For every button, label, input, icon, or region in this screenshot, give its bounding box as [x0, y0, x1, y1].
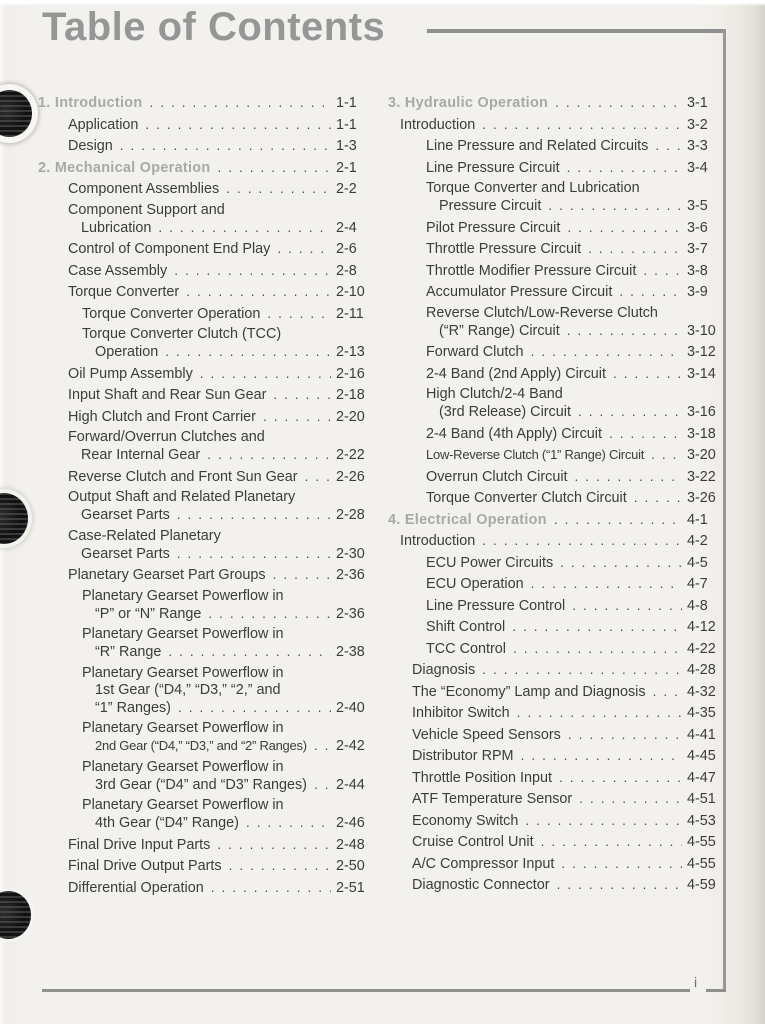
- toc-entry: [38, 588, 376, 623]
- toc-entry: [38, 262, 376, 280]
- toc-entry-label: Component Assemblies: [68, 181, 220, 197]
- toc-entry-label: Overrun Clutch Circuit: [426, 468, 568, 485]
- toc-entry-label: ATF Temperature Sensor: [412, 791, 573, 807]
- toc-entry: [38, 528, 376, 563]
- toc-entry-label: Final Drive Input Parts: [68, 836, 211, 853]
- toc-entry-page: 4-32: [687, 683, 716, 700]
- toc-entry: [38, 365, 376, 383]
- toc-entry-page: 4-51: [687, 791, 716, 807]
- toc-entry-page: 3-14: [687, 365, 716, 382]
- dot-leader: [531, 575, 682, 593]
- toc-columns: [38, 94, 727, 900]
- dot-leader: [634, 489, 682, 507]
- toc-entry-label: 3rd Gear (“D4” and “D3” Ranges): [95, 776, 307, 793]
- toc-entry-page: 4-47: [687, 769, 716, 786]
- toc-entry: [386, 283, 727, 301]
- toc-entry-page: 2-13: [336, 344, 365, 360]
- toc-entry: [386, 159, 727, 177]
- toc-entry-page: 2-8: [336, 262, 357, 279]
- toc-entry-page: 4-28: [687, 662, 716, 678]
- dot-leader: [165, 343, 331, 361]
- toc-entry-page: 3-9: [687, 284, 708, 300]
- toc-entry-page: 2-22: [336, 447, 365, 463]
- toc-entry: [38, 137, 376, 155]
- bottom-rule-corner: [706, 989, 726, 992]
- toc-entry: [386, 769, 727, 787]
- dot-leader: [120, 137, 331, 155]
- toc-entry-page: 2-11: [336, 305, 364, 322]
- dot-leader: [557, 876, 682, 894]
- dot-leader: [314, 776, 331, 794]
- dot-leader: [560, 554, 682, 572]
- binder-hole-bottom: [0, 891, 31, 939]
- toc-entry: [386, 219, 727, 237]
- toc-entry-label: Torque Converter Clutch Circuit: [426, 490, 627, 506]
- dot-leader: [246, 814, 331, 832]
- toc-entry-page: 2-4: [336, 219, 357, 236]
- toc-entry-label: Torque Converter: [68, 284, 180, 300]
- toc-entry-label: Forward Clutch: [426, 344, 524, 360]
- toc-entry: [386, 640, 727, 658]
- toc-entry-page: 2-36: [336, 605, 365, 622]
- toc-entry: [38, 566, 376, 584]
- toc-entry-page: 2-2: [336, 181, 357, 197]
- toc-entry: [386, 747, 727, 765]
- toc-entry-label: Planetary Gearset Powerflow in: [82, 720, 284, 736]
- toc-entry-label: Accumulator Pressure Circuit: [426, 284, 613, 300]
- toc-entry: [386, 116, 727, 134]
- toc-entry-label: 1st Gear (“D4,” “D3,” “2,” and: [95, 681, 281, 698]
- toc-entry-page: 3-6: [687, 219, 708, 236]
- toc-entry-page: 4-7: [687, 576, 708, 592]
- toc-entry-label: High Clutch and Front Carrier: [68, 408, 256, 425]
- dot-leader: [211, 879, 331, 897]
- toc-entry-label: Torque Converter Clutch (TCC): [82, 326, 282, 342]
- toc-entry-page: 4-35: [687, 705, 716, 721]
- toc-entry-label: Low-Reverse Clutch (“1” Range) Circuit: [426, 447, 645, 462]
- dot-leader: [174, 262, 331, 280]
- toc-entry: [38, 305, 376, 323]
- toc-entry-page: 3-5: [687, 198, 708, 214]
- dot-leader: [651, 446, 682, 464]
- toc-entry-label: The “Economy” Lamp and Diagnosis: [412, 683, 646, 700]
- toc-entry-page: 3-16: [687, 404, 716, 420]
- toc-entry: [386, 790, 727, 808]
- dot-leader: [559, 769, 682, 787]
- toc-section-heading: [38, 159, 376, 177]
- toc-entry: [386, 137, 727, 155]
- toc-entry-label: Diagnostic Connector: [412, 877, 550, 893]
- dot-leader: [575, 468, 682, 486]
- dot-leader: [579, 790, 682, 808]
- toc-entry: [386, 386, 727, 421]
- dot-leader: [314, 737, 331, 755]
- dot-leader: [555, 94, 682, 112]
- toc-entry-label: 1. Introduction: [38, 95, 143, 111]
- toc-entry-page: 4-55: [687, 834, 716, 850]
- dot-leader: [277, 240, 331, 258]
- toc-entry: [38, 429, 376, 464]
- toc-entry-label: 2. Mechanical Operation: [38, 159, 211, 176]
- binder-hole-top: [0, 90, 32, 137]
- toc-entry-page: 2-16: [336, 365, 365, 382]
- toc-entry-page: 3-4: [687, 159, 708, 176]
- toc-entry-label: Pressure Circuit: [439, 198, 542, 214]
- dot-leader: [217, 836, 331, 854]
- toc-entry-label: (“R” Range) Circuit: [439, 322, 560, 339]
- toc-entry-label: Throttle Modifier Pressure Circuit: [426, 262, 637, 279]
- dot-leader: [273, 566, 331, 584]
- binder-hole-middle: [0, 493, 28, 544]
- toc-entry-page: 2-38: [336, 644, 365, 660]
- toc-entry-label: Planetary Gearset Powerflow in: [82, 797, 284, 813]
- toc-entry-label: Cruise Control Unit: [412, 834, 534, 850]
- toc-entry-page: 3-2: [687, 116, 708, 133]
- toc-entry-label: Pilot Pressure Circuit: [426, 219, 561, 236]
- toc-entry: [386, 812, 727, 830]
- toc-entry-label: Control of Component End Play: [68, 241, 271, 257]
- toc-entry: [38, 283, 376, 301]
- dot-leader: [588, 240, 682, 258]
- toc-entry: [38, 857, 376, 875]
- toc-entry-label: Shift Control: [426, 619, 506, 635]
- toc-entry-page: 4-2: [687, 533, 708, 549]
- dot-leader: [177, 545, 331, 563]
- toc-entry-label: Reverse Clutch/Low-Reverse Clutch: [426, 304, 658, 321]
- toc-entry: [386, 597, 727, 615]
- toc-entry: [386, 343, 727, 361]
- toc-entry-page: 2-28: [336, 507, 365, 523]
- dot-leader: [226, 180, 331, 198]
- toc-entry: [386, 262, 727, 280]
- toc-entry: [386, 833, 727, 851]
- toc-entry: [386, 425, 727, 443]
- toc-entry: [386, 180, 727, 215]
- toc-entry-label: Distributor RPM: [412, 748, 514, 764]
- dot-leader: [512, 618, 682, 636]
- dot-leader: [619, 283, 682, 301]
- dot-leader: [207, 446, 331, 464]
- dot-leader: [177, 506, 331, 524]
- toc-entry-page: 3-18: [687, 425, 716, 442]
- toc-entry-label: Throttle Pressure Circuit: [426, 241, 582, 257]
- toc-entry-page: 3-26: [687, 490, 716, 506]
- toc-entry-label: Differential Operation: [68, 879, 204, 896]
- dot-leader: [548, 197, 682, 215]
- dot-leader: [578, 403, 682, 421]
- toc-entry-page: 1-3: [336, 138, 357, 154]
- dot-leader: [267, 305, 331, 323]
- toc-entry-page: 2-46: [336, 815, 365, 831]
- toc-entry-label: 4th Gear (“D4” Range): [95, 815, 239, 831]
- page-title: Table of Contents: [42, 5, 386, 49]
- toc-entry-label: Line Pressure Control: [426, 597, 566, 614]
- toc-entry-label: “1” Ranges): [95, 699, 171, 716]
- bottom-rule: [42, 989, 690, 992]
- toc-entry-page: 2-42: [336, 738, 365, 754]
- toc-entry-label: “R” Range: [95, 644, 162, 660]
- toc-entry-label: Case-Related Planetary: [68, 527, 221, 544]
- toc-entry-label: Gearset Parts: [81, 507, 170, 523]
- toc-entry-label: Throttle Position Input: [412, 769, 552, 786]
- toc-entry-label: 4. Electrical Operation: [388, 511, 547, 528]
- dot-leader: [145, 116, 331, 134]
- toc-entry-label: Line Pressure and Related Circuits: [426, 138, 649, 154]
- toc-entry: [386, 704, 727, 722]
- dot-leader: [517, 704, 682, 722]
- toc-entry-label: Economy Switch: [412, 812, 519, 829]
- toc-entry-label: Forward/Overrun Clutches and: [68, 429, 265, 445]
- toc-entry-label: Component Support and: [68, 201, 225, 218]
- toc-entry: [38, 489, 376, 524]
- toc-entry: [386, 305, 727, 340]
- dot-leader: [525, 812, 682, 830]
- toc-entry: [38, 797, 376, 832]
- toc-entry-label: Operation: [95, 344, 159, 360]
- toc-entry-label: ECU Operation: [426, 576, 524, 592]
- toc-entry-page: 2-20: [336, 408, 365, 425]
- toc-entry-page: 4-5: [687, 554, 708, 571]
- toc-entry-label: Oil Pump Assembly: [68, 365, 193, 382]
- toc-entry-label: TCC Control: [426, 640, 506, 657]
- toc-column-right: [386, 94, 727, 900]
- toc-entry-page: 2-50: [336, 858, 365, 874]
- dot-leader: [158, 219, 331, 237]
- dot-leader: [561, 855, 682, 873]
- toc-entry-page: 3-8: [687, 262, 708, 279]
- toc-entry: [386, 683, 727, 701]
- toc-entry-page: 4-41: [687, 726, 716, 743]
- toc-entry-label: 2-4 Band (2nd Apply) Circuit: [426, 365, 606, 382]
- dot-leader: [567, 219, 682, 237]
- dot-leader: [567, 159, 682, 177]
- toc-entry-label: Design: [68, 138, 113, 154]
- toc-entry-label: Vehicle Speed Sensors: [412, 726, 561, 743]
- toc-entry-label: 2nd Gear (“D4,” “D3,” and “2” Ranges): [95, 738, 307, 753]
- dot-leader: [482, 116, 682, 134]
- toc-entry-page: 3-10: [687, 322, 716, 339]
- toc-entry-page: 2-48: [336, 836, 365, 853]
- dot-leader: [572, 597, 682, 615]
- toc-entry-label: Torque Converter and Lubrication: [426, 180, 640, 196]
- toc-section-heading: [386, 511, 727, 529]
- toc-entry-page: 3-22: [687, 468, 716, 485]
- toc-entry-page: 2-1: [336, 159, 357, 176]
- dot-leader: [263, 408, 331, 426]
- toc-entry: [38, 879, 376, 897]
- toc-entry-label: High Clutch/2-4 Band: [426, 386, 563, 402]
- toc-entry: [38, 720, 376, 755]
- dot-leader: [482, 532, 682, 550]
- toc-entry: [38, 240, 376, 258]
- toc-section-heading: [38, 94, 376, 112]
- toc-entry-page: 3-20: [687, 447, 716, 463]
- toc-entry-label: Line Pressure Circuit: [426, 159, 560, 176]
- toc-entry-label: Planetary Gearset Powerflow in: [82, 664, 284, 681]
- toc-entry-label: Gearset Parts: [81, 545, 170, 562]
- toc-entry-page: 3-12: [687, 344, 716, 360]
- dot-leader: [568, 726, 682, 744]
- toc-entry-page: 2-10: [336, 284, 365, 300]
- toc-entry-label: 3. Hydraulic Operation: [388, 95, 549, 111]
- toc-entry: [38, 408, 376, 426]
- toc-entry-label: Planetary Gearset Powerflow in: [82, 587, 284, 604]
- toc-entry: [386, 489, 727, 507]
- toc-entry: [386, 365, 727, 383]
- toc-entry-label: Lubrication: [81, 219, 152, 236]
- toc-entry-page: 4-8: [687, 597, 708, 614]
- toc-entry-label: Introduction: [400, 533, 476, 549]
- dot-leader: [513, 640, 682, 658]
- toc-entry-label: Case Assembly: [68, 262, 168, 279]
- toc-entry: [38, 116, 376, 134]
- toc-column-left: [38, 94, 376, 900]
- toc-entry-page: 4-53: [687, 812, 716, 829]
- toc-entry: [38, 626, 376, 661]
- toc-entry-label: Diagnosis: [412, 662, 476, 678]
- dot-leader: [567, 322, 682, 340]
- dot-leader: [609, 425, 682, 443]
- toc-entry-page: 3-7: [687, 241, 708, 257]
- toc-entry-page: 2-44: [336, 776, 365, 793]
- toc-entry: [386, 618, 727, 636]
- toc-entry-page: 2-6: [336, 241, 357, 257]
- dot-leader: [541, 833, 682, 851]
- dot-leader: [655, 137, 682, 155]
- dot-leader: [554, 511, 682, 529]
- dot-leader: [208, 605, 331, 623]
- toc-entry-page: 3-3: [687, 138, 708, 154]
- toc-entry-label: “P” or “N” Range: [95, 605, 202, 622]
- toc-entry-page: 2-26: [336, 468, 365, 485]
- toc-entry: [386, 532, 727, 550]
- toc-entry: [38, 468, 376, 486]
- toc-entry-page: 4-1: [687, 511, 708, 528]
- toc-entry: [386, 240, 727, 258]
- toc-entry-page: 2-40: [336, 699, 365, 716]
- toc-entry: [386, 446, 727, 464]
- title-rule: [427, 29, 726, 33]
- toc-entry-page: 1-1: [336, 116, 357, 133]
- toc-entry-label: 2-4 Band (4th Apply) Circuit: [426, 425, 602, 442]
- toc-entry-label: Inhibitor Switch: [412, 705, 510, 721]
- toc-entry: [38, 386, 376, 404]
- toc-entry-page: 4-12: [687, 619, 716, 635]
- toc-entry: [38, 180, 376, 198]
- toc-entry-label: (3rd Release) Circuit: [439, 404, 571, 420]
- dot-leader: [217, 159, 331, 177]
- toc-entry: [38, 326, 376, 361]
- toc-entry-page: 4-59: [687, 877, 716, 893]
- toc-entry-label: Introduction: [400, 116, 476, 133]
- toc-entry-page: 4-22: [687, 640, 716, 657]
- toc-entry: [386, 468, 727, 486]
- dot-leader: [186, 283, 331, 301]
- toc-entry-page: 2-18: [336, 387, 365, 403]
- toc-entry-label: ECU Power Circuits: [426, 554, 554, 571]
- dot-leader: [149, 94, 331, 112]
- toc-entry-label: Application: [68, 116, 139, 133]
- toc-entry: [386, 661, 727, 679]
- dot-leader: [178, 699, 331, 717]
- toc-entry-page: 2-30: [336, 545, 365, 562]
- toc-entry-page: 3-1: [687, 95, 708, 111]
- toc-entry-label: Planetary Gearset Powerflow in: [82, 758, 284, 775]
- dot-leader: [521, 747, 682, 765]
- toc-entry: [386, 575, 727, 593]
- dot-leader: [200, 365, 331, 383]
- toc-entry-page: 2-51: [336, 879, 365, 896]
- dot-leader: [168, 643, 331, 661]
- toc-entry: [386, 876, 727, 894]
- toc-entry: [386, 855, 727, 873]
- toc-entry-page: 4-55: [687, 855, 716, 872]
- dot-leader: [229, 857, 331, 875]
- toc-entry-page: 4-45: [687, 748, 716, 764]
- dot-leader: [305, 468, 331, 486]
- toc-entry: [386, 726, 727, 744]
- toc-entry-page: 1-1: [336, 95, 357, 111]
- toc-entry: [38, 202, 376, 237]
- dot-leader: [643, 262, 682, 280]
- toc-entry-label: Output Shaft and Related Planetary: [68, 489, 296, 505]
- toc-entry-label: Final Drive Output Parts: [68, 858, 222, 874]
- toc-entry-label: Planetary Gearset Part Groups: [68, 567, 266, 583]
- toc-entry: [386, 554, 727, 572]
- page-number: i: [694, 974, 698, 990]
- toc-entry: [38, 665, 376, 717]
- dot-leader: [653, 683, 682, 701]
- toc-entry-label: Input Shaft and Rear Sun Gear: [68, 387, 267, 403]
- toc-section-heading: [386, 94, 727, 112]
- dot-leader: [273, 386, 331, 404]
- toc-entry-label: Reverse Clutch and Front Sun Gear: [68, 468, 298, 485]
- dot-leader: [531, 343, 682, 361]
- toc-entry: [38, 836, 376, 854]
- toc-entry-label: Rear Internal Gear: [81, 447, 201, 463]
- toc-entry-page: 2-36: [336, 567, 365, 583]
- toc-entry: [38, 759, 376, 794]
- toc-entry-label: A/C Compressor Input: [412, 855, 555, 872]
- toc-entry-label: Planetary Gearset Powerflow in: [82, 626, 284, 642]
- dot-leader: [613, 365, 682, 383]
- toc-entry-label: Torque Converter Operation: [82, 305, 261, 322]
- dot-leader: [482, 661, 682, 679]
